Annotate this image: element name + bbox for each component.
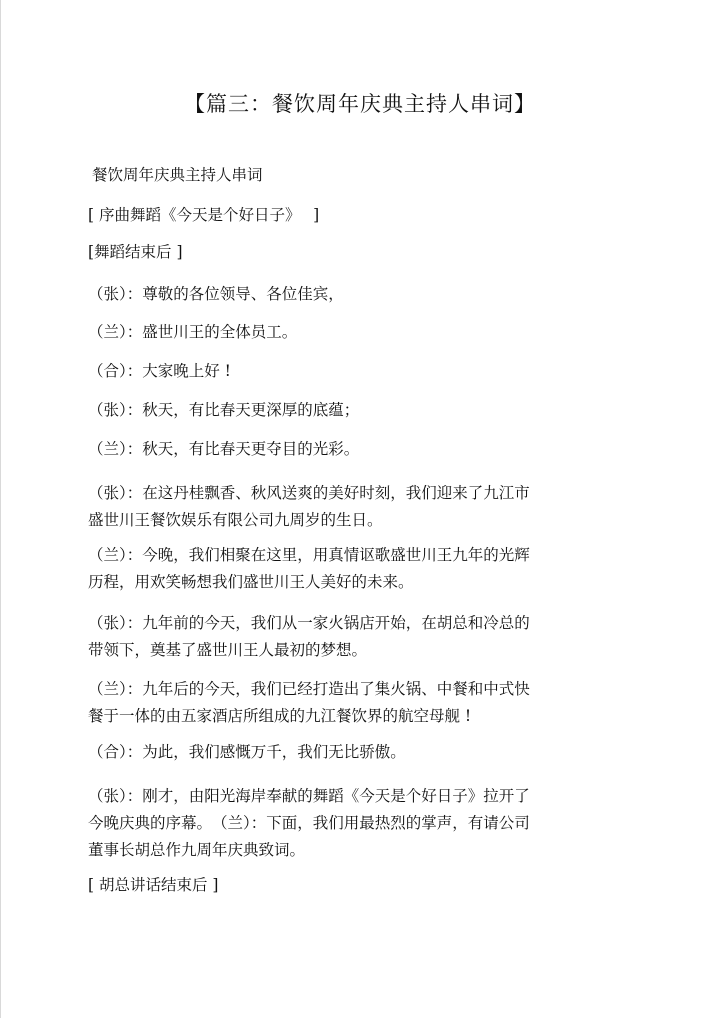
script-line: （张）：秋天，有比春天更深厚的底蕴； bbox=[88, 401, 360, 419]
script-line: （兰）：秋天，有比春天更夺目的光彩。 bbox=[88, 440, 360, 458]
script-paragraph-final bbox=[88, 783, 588, 864]
document-title: 【篇三：餐饮周年庆典主持人串词】 bbox=[184, 92, 536, 116]
paragraph-line: 历程，用欢笑畅想我们盛世川王人美好的未来。 bbox=[88, 573, 414, 591]
paragraph-line: 董事长胡总作九周年庆典致词。 bbox=[88, 841, 306, 859]
paragraph-line: 带领下，奠基了盛世川王人最初的梦想。 bbox=[88, 641, 368, 659]
script-paragraph bbox=[88, 542, 588, 596]
page-edge bbox=[0, 0, 1, 1018]
stage-direction-after-dance: [舞蹈结束后 ] bbox=[88, 243, 183, 261]
paragraph-line: 盛世川王餐饮娱乐有限公司九周岁的生日。 bbox=[88, 511, 383, 529]
subtitle: 餐饮周年庆典主持人串词 bbox=[92, 166, 263, 184]
paragraph-line: （张）：九年前的今天，我们从一家火锅店开始，在胡总和冷总的 bbox=[88, 614, 530, 632]
paragraph-line: （张）：在这丹桂飘香、秋风送爽的美好时刻，我们迎来了九江市 bbox=[88, 484, 530, 502]
paragraph-line: 餐于一体的由五家酒店所组成的九江餐饮界的航空母舰 ! bbox=[88, 707, 472, 725]
stage-direction-after-speech: [ 胡总讲话结束后 ] bbox=[88, 876, 219, 894]
script-paragraph bbox=[88, 480, 588, 534]
script-line: （张）：尊敬的各位领导、各位佳宾， bbox=[88, 285, 344, 303]
paragraph-line: （张）：刚才，由阳光海岸奉献的舞蹈《今天是个好日子》拉开了 bbox=[88, 787, 530, 805]
stage-direction-overture: [ 序曲舞蹈《今天是个好日子》 ] bbox=[88, 206, 320, 224]
script-line: （合）：为此，我们感慨万千，我们无比骄傲。 bbox=[88, 743, 406, 761]
paragraph-line: 今晚庆典的序幕。 （兰）：下面，我们用最热烈的掌声，有请公司 bbox=[88, 814, 530, 832]
paragraph-line: （兰）：九年后的今天，我们已经打造出了集火锅、中餐和中式快 bbox=[88, 680, 530, 698]
script-line: （兰）：盛世川王的全体员工。 bbox=[88, 323, 298, 341]
paragraph-line: （兰）：今晚，我们相聚在这里，用真情讴歌盛世川王九年的光辉 bbox=[88, 546, 530, 564]
script-line: （合）：大家晚上好 ! bbox=[88, 362, 231, 380]
script-paragraph bbox=[88, 610, 588, 664]
script-paragraph bbox=[88, 676, 588, 730]
